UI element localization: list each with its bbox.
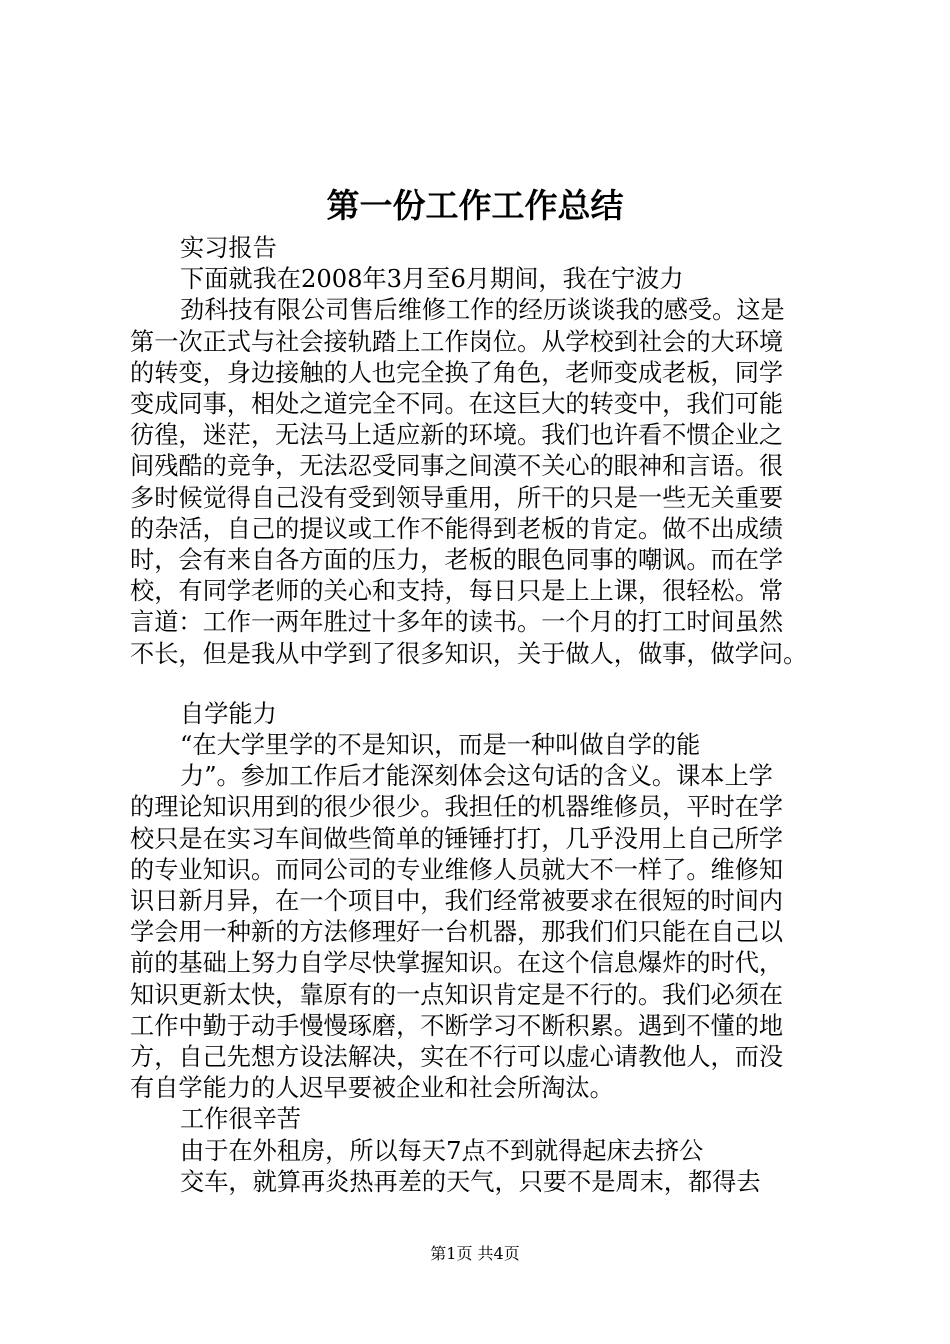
text-line: 方，自己先想方设法解决，实在不行可以虚心请教他人，而没 (130, 1043, 784, 1072)
text-line: 间残酷的竞争，无法忍受同事之间漠不关心的眼神和言语。很 (130, 452, 784, 481)
text-line: 交车，就算再炎热再差的天气，只要不是周末，都得去 (180, 1167, 761, 1196)
text-line: 由于在外租房，所以每天7点不到就得起床去挤公 (180, 1136, 704, 1165)
document-title: 第一份工作工作总结 (326, 186, 624, 225)
text-line: 第一次正式与社会接轨踏上工作岗位。从学校到社会的大环境 (130, 327, 784, 356)
text-line: 力”。参加工作后才能深刻体会这句话的含义。课本上学 (180, 762, 773, 791)
text-line: 的杂活，自己的提议或工作不能得到老板的肯定。做不出成绩 (130, 514, 784, 543)
text-line: 有自学能力的人迟早要被企业和社会所淘汰。 (130, 1074, 614, 1103)
section-heading-hard-work: 工作很辛苦 (180, 1105, 301, 1134)
section-heading-self-study: 自学能力 (180, 699, 277, 728)
text-line: 劲科技有限公司售后维修工作的经历谈谈我的感受。这是 (180, 296, 785, 325)
text-line: 不长，但是我从中学到了很多知识，关于做人，做事，做学问。 (130, 639, 808, 668)
document-body (130, 233, 830, 1198)
text-line: 校，有同学老师的关心和支持，每日只是上上课，很轻松。常 (130, 577, 784, 606)
text-line: 言道：工作一两年胜过十多年的读书。一个月的打工时间虽然 (130, 608, 784, 637)
text-line: 的转变，身边接触的人也完全换了角色，老师变成老板，同学 (130, 358, 784, 387)
text-line: 工作中勤于动手慢慢琢磨，不断学习不断积累。遇到不懂的地 (130, 1011, 784, 1040)
text-line: “在大学里学的不是知识，而是一种叫做自学的能 (180, 731, 701, 760)
text-line: 的理论知识用到的很少很少。我担任的机器维修员，平时在学 (130, 793, 784, 822)
text-line: 彷徨，迷茫，无法马上适应新的环境。我们也许看不惯企业之 (130, 421, 784, 450)
section-heading-report: 实习报告 (180, 234, 277, 262)
paragraph-gap (130, 670, 830, 699)
text-line: 校只是在实习车间做些简单的锤锤打打，几乎没用上自己所学 (130, 824, 784, 853)
text-line: 变成同事，相处之道完全不同。在这巨大的转变中，我们可能 (130, 390, 784, 419)
page-footer: 第1页 共4页 (430, 1244, 520, 1263)
text-line: 多时候觉得自己没有受到领导重用，所干的只是一些无关重要 (130, 483, 784, 512)
text-line: 识日新月异，在一个项目中，我们经常被要求在很短的时间内 (130, 887, 784, 916)
text-line: 时，会有来自各方面的压力，老板的眼色同事的嘲讽。而在学 (130, 546, 784, 575)
text-line: 前的基础上努力自学尽快掌握知识。在这个信息爆炸的时代， (130, 949, 784, 978)
text-line: 学会用一种新的方法修理好一台机器，那我们们只能在自己以 (130, 918, 784, 947)
text-line: 的专业知识。而同公司的专业维修人员就大不一样了。维修知 (130, 855, 784, 884)
text-line: 下面就我在2008年3月至6月期间，我在宁波力 (180, 265, 684, 294)
text-line: 知识更新太快，靠原有的一点知识肯定是不行的。我们必须在 (130, 980, 784, 1009)
